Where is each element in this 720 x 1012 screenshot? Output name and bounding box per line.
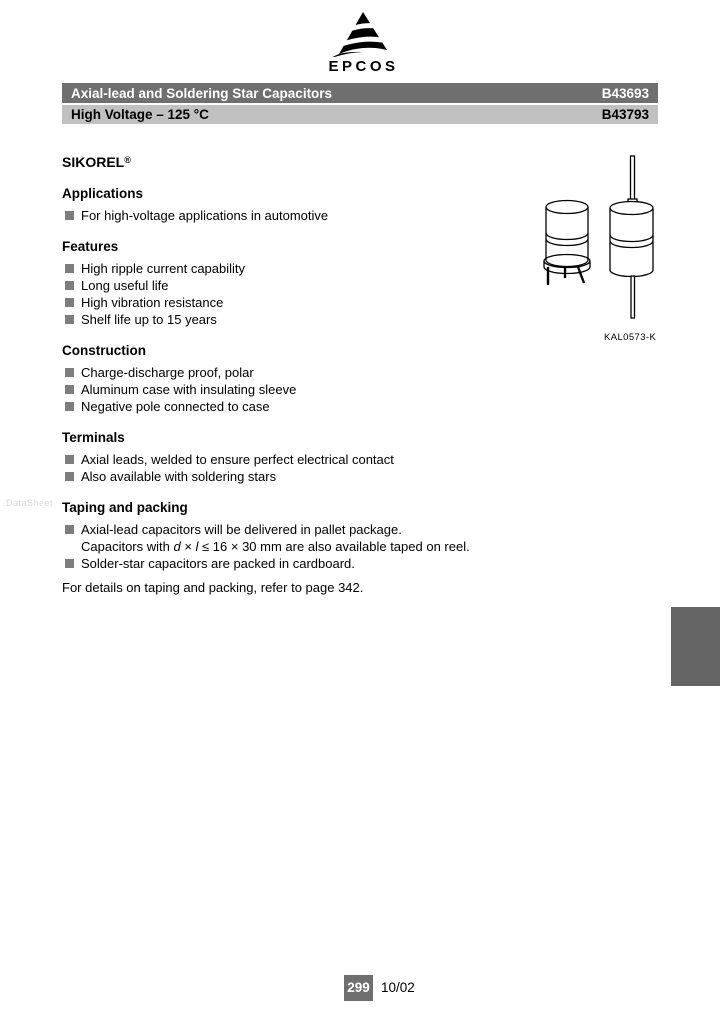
bullet-text: Charge-discharge proof, polar — [81, 365, 254, 380]
title-bar-secondary — [62, 105, 658, 124]
bullet-text: Negative pole connected to case — [81, 399, 270, 414]
bullet-text: ≤ 16 × 30 mm are also available taped on reel. — [198, 539, 470, 554]
taping-reference-note: For details on taping and packing, refer to page 342. — [62, 580, 364, 595]
square-bullet-icon — [65, 315, 74, 324]
watermark: .DataSheet — [3, 498, 54, 508]
square-bullet-icon — [65, 402, 74, 411]
bullet-text: Long useful life — [81, 278, 169, 293]
times-symbol: × — [180, 539, 196, 554]
bullet-text: Axial-lead capacitors will be delivered in pallet package. — [81, 522, 402, 537]
product-family-name: SIKOREL — [62, 154, 125, 170]
bullet-item — [62, 207, 552, 224]
part-number-primary: B43693 — [601, 85, 649, 101]
section-heading: Features — [62, 239, 119, 254]
section-terminals — [62, 429, 552, 485]
product-family-heading — [62, 152, 552, 171]
bullet-text: Solder-star capacitors are packed in cardboard. — [81, 556, 355, 571]
bullet-item — [62, 398, 552, 415]
title-bar-primary-title: Axial-lead and Soldering Star Capacitors — [71, 85, 333, 101]
issue-date: 10/02 — [381, 980, 415, 995]
logo-wordmark: EPCOS — [328, 58, 399, 75]
title-bar-secondary-title: High Voltage – 125 °C — [71, 107, 209, 122]
bullet-item — [62, 381, 552, 398]
bullet-text: For high-voltage applications in automotive — [81, 208, 329, 223]
content-area — [62, 152, 552, 596]
square-bullet-icon — [65, 368, 74, 377]
registered-trademark-symbol: ® — [124, 155, 131, 165]
square-bullet-icon — [65, 281, 74, 290]
side-tab-marker — [671, 607, 720, 686]
bullet-item — [62, 364, 552, 381]
bullet-item — [62, 260, 552, 277]
square-bullet-icon — [65, 525, 74, 534]
bullet-item — [62, 277, 552, 294]
section-heading: Terminals — [62, 430, 125, 445]
bullet-item — [62, 294, 552, 311]
square-bullet-icon — [65, 472, 74, 481]
section-features — [62, 238, 552, 328]
bullet-item — [62, 468, 552, 485]
diameter-variable: d — [173, 539, 181, 554]
bullet-text: Also available with soldering stars — [81, 469, 277, 484]
section-applications — [62, 185, 552, 224]
section-heading: Applications — [62, 186, 144, 201]
epcos-triangle-icon — [324, 11, 400, 57]
bullet-text: Capacitors with — [81, 539, 174, 554]
epcos-logo — [320, 11, 404, 75]
square-bullet-icon — [65, 211, 74, 220]
bullet-text: Shelf life up to 15 years — [81, 312, 217, 327]
page-number-badge: 299 — [344, 975, 373, 1001]
part-number-secondary: B43793 — [601, 107, 649, 122]
bullet-item — [62, 521, 552, 538]
bullet-item — [62, 311, 552, 328]
section-heading: Construction — [62, 343, 146, 358]
figure-label: KAL0573-K — [604, 332, 657, 343]
square-bullet-icon — [65, 559, 74, 568]
title-bar-primary — [62, 83, 658, 103]
bullet-item — [62, 451, 552, 468]
bullet-text: Axial leads, welded to ensure perfect electrical contact — [81, 452, 394, 467]
section-taping-and-packing — [62, 499, 552, 596]
square-bullet-icon — [65, 264, 74, 273]
square-bullet-icon — [65, 455, 74, 464]
section-construction — [62, 342, 552, 415]
axial-lead-capacitor-drawing — [610, 156, 653, 318]
capacitor-figure — [535, 155, 665, 347]
bullet-text: Aluminum case with insulating sleeve — [81, 382, 297, 397]
bullet-item — [62, 555, 552, 572]
length-variable: l — [195, 539, 199, 554]
bullet-continuation-line — [62, 538, 552, 555]
bullet-text: High vibration resistance — [81, 295, 224, 310]
square-bullet-icon — [65, 298, 74, 307]
bullet-text: High ripple current capability — [81, 261, 246, 276]
section-heading: Taping and packing — [62, 500, 188, 515]
square-bullet-icon — [65, 385, 74, 394]
